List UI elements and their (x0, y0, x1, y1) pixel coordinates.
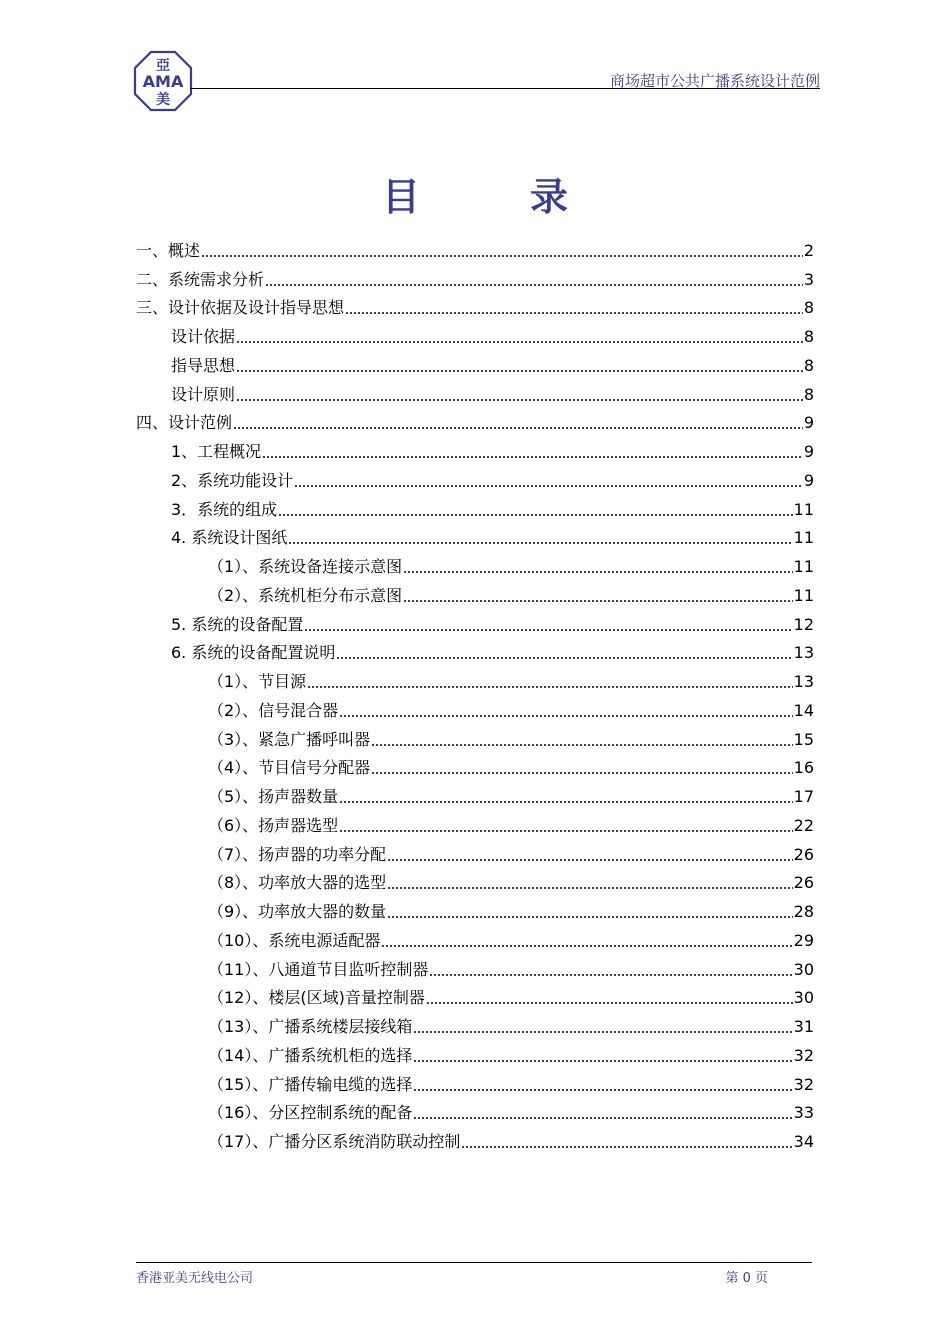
toc-dot-leader (387, 887, 792, 889)
company-logo (133, 50, 193, 112)
toc-dot-leader (429, 974, 792, 976)
toc-entry[interactable] (136, 811, 814, 840)
toc-entry[interactable] (136, 1099, 814, 1128)
table-of-contents (136, 236, 814, 1156)
toc-entry-label: （5）、扬声器数量 (208, 787, 339, 806)
toc-dot-leader (278, 514, 792, 516)
toc-entry[interactable] (136, 409, 814, 438)
toc-entry-label: （2）、信号混合器 (208, 700, 339, 720)
toc-dot-leader (413, 1060, 792, 1062)
toc-entry[interactable] (136, 495, 814, 524)
toc-entry-page-number: 31 (793, 1017, 814, 1036)
logo-text-mid: AMA (142, 72, 184, 91)
toc-dot-leader (403, 600, 792, 602)
toc-entry-page-number: 11 (793, 499, 814, 519)
toc-entry[interactable] (136, 610, 814, 639)
toc-dot-leader (265, 284, 803, 286)
toc-entry-page-number: 8 (803, 355, 814, 375)
toc-entry-page-number: 2 (803, 240, 814, 260)
toc-entry-label: 6. 系统的设备配置说明 (171, 643, 336, 663)
toc-entry[interactable] (136, 955, 814, 984)
toc-entry-label: （16）、分区控制系统的配备 (208, 1103, 413, 1123)
toc-dot-leader (387, 859, 792, 861)
toc-entry-label: （17）、广播分区系统消防联动控制 (208, 1132, 461, 1151)
toc-entry-page-number: 13 (793, 643, 814, 663)
toc-entry-page-number: 26 (793, 873, 814, 893)
footer-rule (136, 1262, 812, 1263)
toc-entry-page-number: 9 (803, 442, 814, 461)
toc-entry-page-number: 8 (803, 384, 814, 404)
toc-entry-label: （8）、功率放大器的选型 (208, 873, 387, 893)
toc-dot-leader (307, 686, 792, 688)
toc-entry[interactable] (136, 696, 814, 725)
toc-dot-leader (413, 1089, 792, 1091)
toc-entry[interactable] (136, 581, 814, 610)
footer-company-name: 香港亚美无线电公司 (136, 1271, 254, 1286)
document-header-title: 商场超市公共广播系统设计范例 (609, 72, 820, 90)
toc-entry[interactable] (136, 524, 814, 553)
toc-entry[interactable] (136, 782, 814, 811)
toc-dot-leader (371, 744, 792, 746)
logo-text-top: 亞 (156, 58, 170, 74)
toc-dot-leader (201, 255, 803, 257)
toc-entry[interactable] (136, 294, 814, 323)
toc-entry-page-number: 17 (793, 787, 814, 806)
toc-dot-leader (413, 1117, 792, 1119)
toc-entry-label: （1）、节目源 (208, 672, 307, 691)
toc-entry-label: （3）、紧急广播呼叫器 (208, 729, 371, 749)
toc-entry[interactable] (136, 667, 814, 696)
page-title: 目录 (381, 175, 678, 219)
toc-entry[interactable] (136, 1041, 814, 1070)
toc-entry[interactable] (136, 1070, 814, 1099)
toc-entry-label: （11）、八通道节目监听控制器 (208, 959, 429, 979)
toc-entry-page-number: 15 (793, 729, 814, 749)
toc-dot-leader (461, 1146, 792, 1148)
toc-entry-label: （12）、楼层(区域)音量控制器 (208, 988, 425, 1008)
toc-dot-leader (339, 801, 792, 803)
toc-dot-leader (339, 715, 792, 717)
toc-entry-page-number: 11 (793, 528, 814, 548)
toc-entry-label: （10）、系统电源适配器 (208, 930, 381, 950)
toc-entry-page-number: 29 (793, 930, 814, 950)
toc-entry-page-number: 30 (793, 959, 814, 979)
toc-entry[interactable] (136, 552, 814, 581)
toc-entry-label: 一、概述 (136, 240, 201, 260)
toc-entry-page-number: 3 (803, 269, 814, 289)
toc-entry[interactable] (136, 437, 814, 466)
toc-entry-page-number: 30 (793, 988, 814, 1008)
footer-page-number: 第 0 页 (725, 1271, 768, 1286)
toc-dot-leader (381, 945, 792, 947)
toc-entry-label: （14）、广播系统机柜的选择 (208, 1045, 413, 1065)
toc-entry[interactable] (136, 322, 814, 351)
toc-entry-label: 设计依据 (171, 327, 236, 346)
toc-entry-label: （1）、系统设备连接示意图 (208, 557, 403, 576)
toc-entry[interactable] (136, 926, 814, 955)
toc-dot-leader (236, 341, 803, 343)
toc-entry-label: （6）、扬声器选型 (208, 815, 339, 835)
toc-entry-page-number: 11 (793, 585, 814, 605)
toc-entry-label: 三、设计依据及设计指导思想 (136, 298, 345, 318)
toc-entry-page-number: 28 (793, 902, 814, 921)
toc-entry[interactable] (136, 265, 814, 294)
toc-entry-page-number: 9 (803, 413, 814, 433)
toc-entry-label: 5. 系统的设备配置 (171, 614, 304, 634)
toc-entry[interactable] (136, 1127, 814, 1156)
toc-entry-label: 1、工程概况 (171, 442, 262, 461)
toc-dot-leader (294, 485, 803, 487)
toc-dot-leader (304, 629, 792, 631)
toc-entry-page-number: 22 (793, 815, 814, 835)
toc-entry-page-number: 9 (803, 470, 814, 490)
toc-entry-page-number: 8 (803, 298, 814, 318)
logo-text-bottom: 美 (156, 92, 170, 108)
toc-entry-label: 设计原则 (171, 384, 236, 404)
toc-entry-page-number: 26 (793, 844, 814, 864)
toc-entry-label: （9）、功率放大器的数量 (208, 902, 387, 921)
toc-entry-page-number: 32 (793, 1074, 814, 1094)
toc-dot-leader (345, 312, 803, 314)
toc-entry-label: （4）、节目信号分配器 (208, 758, 371, 778)
toc-dot-leader (426, 1002, 793, 1004)
toc-dot-leader (403, 571, 792, 573)
toc-entry[interactable] (136, 897, 814, 926)
toc-entry[interactable] (136, 754, 814, 783)
toc-entry-page-number: 13 (793, 672, 814, 691)
toc-dot-leader (262, 456, 803, 458)
toc-entry-label: （7）、扬声器的功率分配 (208, 844, 387, 864)
toc-entry[interactable] (136, 1012, 814, 1041)
toc-dot-leader (233, 427, 803, 429)
toc-entry[interactable] (136, 380, 814, 409)
toc-dot-leader (371, 772, 792, 774)
toc-entry[interactable] (136, 725, 814, 754)
toc-entry-page-number: 14 (793, 700, 814, 720)
toc-dot-leader (336, 657, 792, 659)
toc-entry-page-number: 33 (793, 1103, 814, 1123)
toc-entry-label: 指导思想 (171, 355, 236, 375)
toc-entry[interactable] (136, 236, 814, 265)
toc-entry-label: 3．系统的组成 (171, 499, 278, 519)
toc-entry-label: （2）、系统机柜分布示意图 (208, 585, 403, 605)
toc-entry[interactable] (136, 840, 814, 869)
toc-entry-label: 2、系统功能设计 (171, 470, 294, 490)
toc-entry-label: （13）、广播系统楼层接线箱 (208, 1017, 413, 1036)
toc-entry-page-number: 32 (793, 1045, 814, 1065)
toc-dot-leader (339, 830, 792, 832)
toc-dot-leader (413, 1031, 792, 1033)
toc-entry-label: 四、设计范例 (136, 413, 233, 433)
toc-entry-page-number: 16 (793, 758, 814, 778)
toc-entry-label: 二、系统需求分析 (136, 269, 265, 289)
toc-dot-leader (236, 399, 803, 401)
toc-dot-leader (387, 916, 792, 918)
toc-entry-label: （15）、广播传输电缆的选择 (208, 1074, 413, 1094)
toc-entry[interactable] (136, 869, 814, 898)
toc-entry-label: 4. 系统设计图纸 (171, 528, 288, 548)
toc-dot-leader (236, 370, 803, 372)
toc-dot-leader (288, 542, 792, 544)
toc-entry[interactable] (136, 984, 814, 1013)
toc-entry[interactable] (136, 351, 814, 380)
toc-entry[interactable] (136, 639, 814, 668)
toc-entry-page-number: 11 (793, 557, 814, 576)
toc-entry-page-number: 12 (793, 614, 814, 634)
toc-entry-page-number: 8 (803, 327, 814, 346)
toc-entry-page-number: 34 (793, 1132, 814, 1151)
toc-entry[interactable] (136, 466, 814, 495)
